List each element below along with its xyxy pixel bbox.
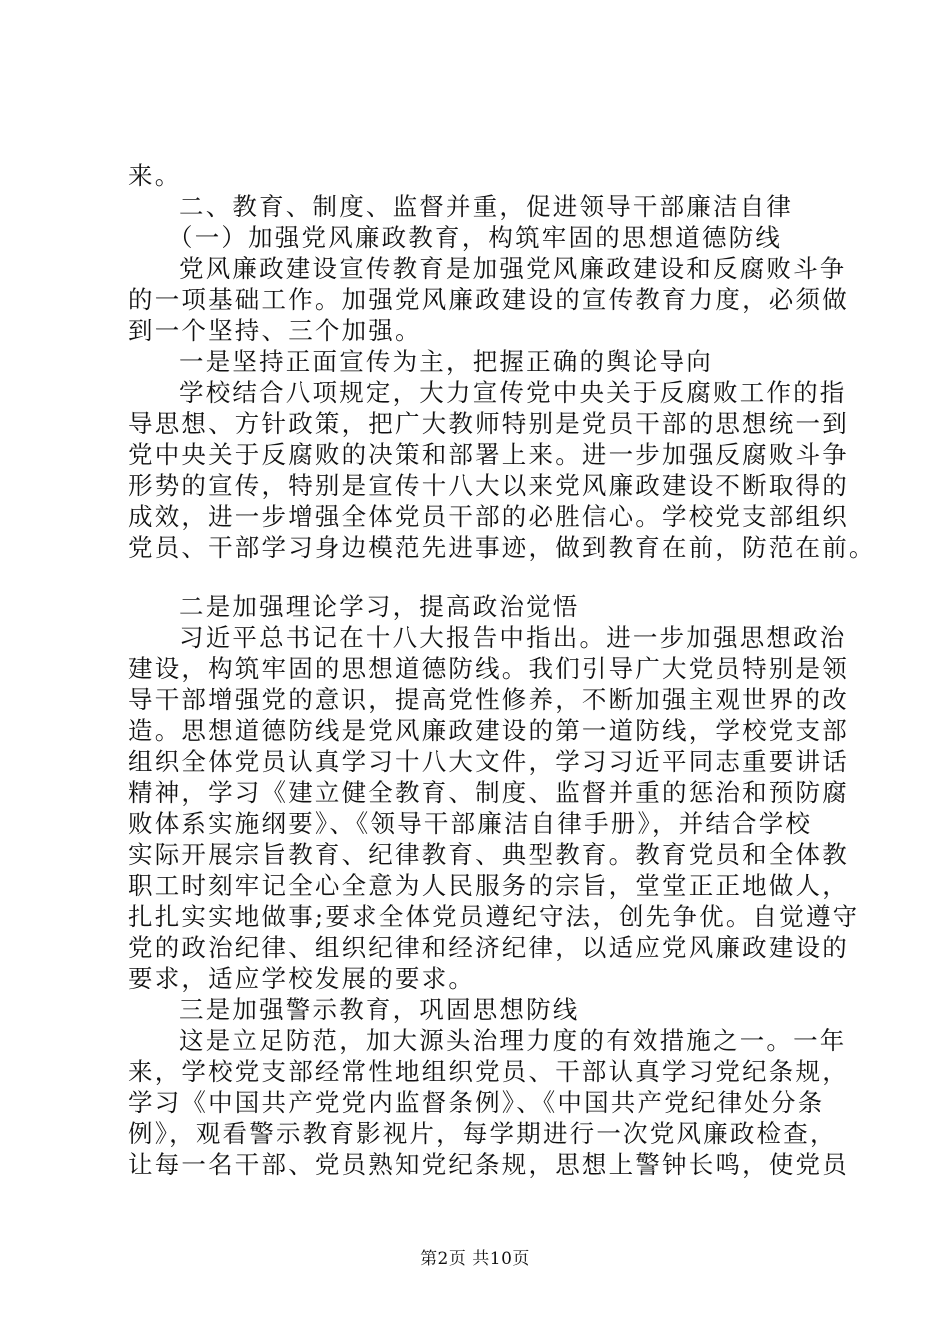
point-heading: 二是加强理论学习，提高政治觉悟 [179, 592, 580, 621]
text-line: 成效，进一步增强全体党员干部的必胜信心。学校党支部组织 [128, 502, 849, 531]
text-line: 的一项基础工作。加强党风廉政建设的宣传教育力度，必须做 [128, 285, 849, 314]
text-line: 党员、干部学习身边模范先进事迹，做到教育在前，防范在前。 [128, 533, 876, 562]
text-line: 败体系实施纲要》、《领导干部廉洁自律手册》，并结合学校 [128, 809, 813, 838]
text-line: 党风廉政建设宣传教育是加强党风廉政建设和反腐败斗争 [179, 254, 847, 283]
text-line: 实际开展宗旨教育、纪律教育、典型教育。教育党员和全体教 [128, 840, 849, 869]
text-line: 组织全体党员认真学习十八大文件，学习习近平同志重要讲话 [128, 747, 849, 776]
section-heading: 二、教育、制度、监督并重，促进领导干部廉洁自律 [179, 192, 794, 221]
text-line: 党中央关于反腐败的决策和部署上来。进一步加强反腐败斗争 [128, 440, 849, 469]
subsection-heading: （一）加强党风廉政教育，构筑牢固的思想道德防线 [168, 223, 783, 252]
text-line: 来。 [128, 161, 182, 190]
text-line: 要求，适应学校发展的要求。 [128, 964, 476, 993]
text-line: 习近平总书记在十八大报告中指出。进一步加强思想政治 [179, 623, 847, 652]
text-line: 扎扎实实地做事;要求全体党员遵纪守法，创先争优。自觉遵守 [128, 902, 860, 931]
text-line: 让每一名干部、党员熟知党纪条规，思想上警钟长鸣，使党员 [128, 1150, 849, 1179]
point-heading: 一是坚持正面宣传为主，把握正确的舆论导向 [179, 347, 713, 376]
text-line: 导思想、方针政策，把广大教师特别是党员干部的思想统一到 [128, 409, 849, 438]
page-footer: 第2页 共10页 [420, 1249, 530, 1269]
text-line: 党的政治纪律、组织纪律和经济纪律，以适应党风廉政建设的 [128, 933, 849, 962]
document-body [128, 160, 876, 1180]
text-line: 造。思想道德防线是党风廉政建设的第一道防线，学校党支部 [128, 716, 849, 745]
text-line: 例》，观看警示教育影视片，每学期进行一次党风廉政检查， [128, 1119, 837, 1148]
text-line: 学习《中国共产党党内监督条例》、《中国共产党纪律处分条 [128, 1088, 825, 1117]
text-line: 导干部增强党的意识，提高党性修养，不断加强主观世界的改 [128, 685, 849, 714]
text-line: 学校结合八项规定，大力宣传党中央关于反腐败工作的指 [179, 378, 847, 407]
text-line: 到一个坚持、三个加强。 [128, 316, 422, 345]
text-line: 形势的宣传，特别是宣传十八大以来党风廉政建设不断取得的 [128, 471, 849, 500]
text-line: 建设，构筑牢固的思想道德防线。我们引导广大党员特别是领 [128, 654, 849, 683]
paragraph-gap [128, 563, 838, 591]
text-line: 职工时刻牢记全心全意为人民服务的宗旨，堂堂正正地做人， [128, 871, 849, 900]
text-line: 这是立足防范，加大源头治理力度的有效措施之一。一年 [179, 1026, 847, 1055]
text-line: 来，学校党支部经常性地组织党员、干部认真学习党纪条规， [128, 1057, 849, 1086]
point-heading: 三是加强警示教育，巩固思想防线 [179, 995, 580, 1024]
text-line: 精神，学习《建立健全教育、制度、监督并重的惩治和预防腐 [128, 778, 849, 807]
